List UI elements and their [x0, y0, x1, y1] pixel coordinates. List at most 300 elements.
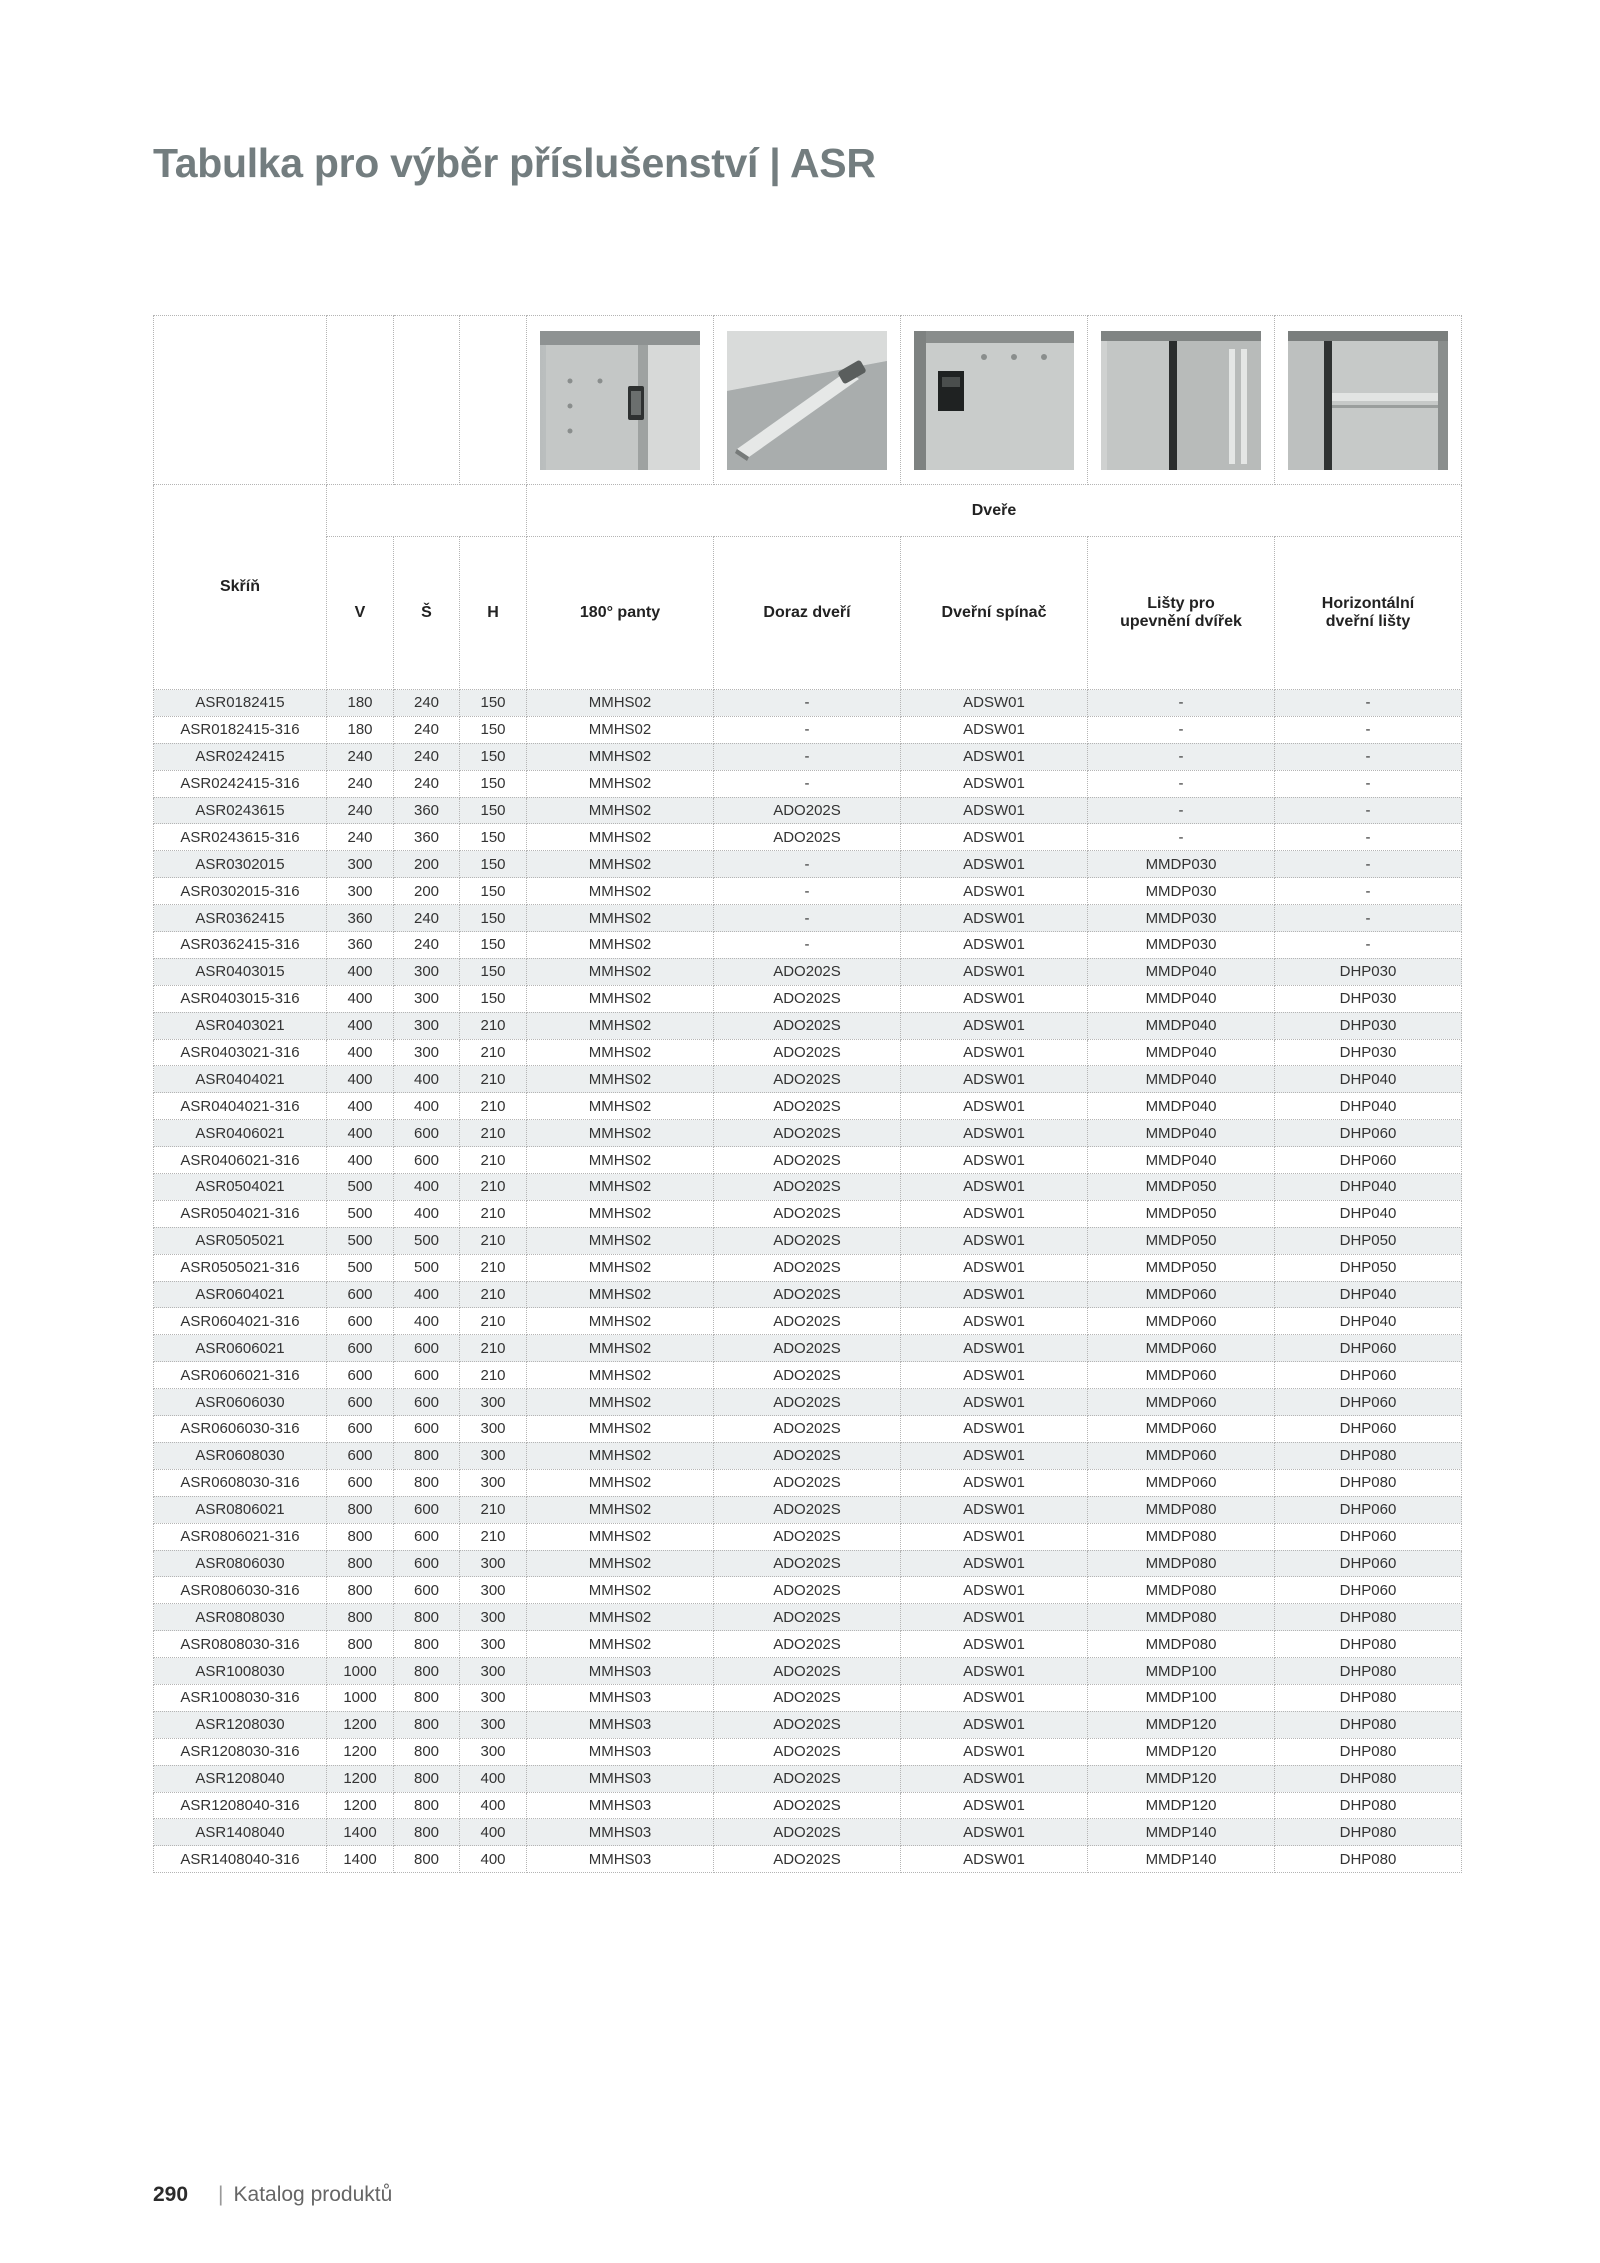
door-rails-code-cell: MMDP050 [1088, 1200, 1275, 1227]
hinges-code-cell: MMHS02 [527, 1577, 714, 1604]
door-rails-code-cell: MMDP040 [1088, 1012, 1275, 1039]
horizontal-rails-header [1275, 537, 1462, 690]
door-rails-header [1088, 537, 1275, 690]
door-switch-code-cell: ADSW01 [901, 1658, 1088, 1685]
width-s-cell: 400 [394, 1200, 460, 1227]
table-row [154, 1765, 1462, 1792]
horizontal-rails-code-cell: DHP060 [1275, 1389, 1462, 1416]
image-cell-door-rails [1088, 316, 1275, 485]
cabinet-code-cell: ASR0242415 [154, 743, 327, 770]
depth-h-cell: 150 [460, 824, 527, 851]
depth-h-cell: 210 [460, 1120, 527, 1147]
height-v-cell: 500 [327, 1227, 394, 1254]
depth-h-cell: 210 [460, 1496, 527, 1523]
height-v-cell: 300 [327, 878, 394, 905]
column-header-row [154, 537, 1462, 690]
width-s-cell: 400 [394, 1174, 460, 1201]
horizontal-rails-code-cell: DHP080 [1275, 1738, 1462, 1765]
height-v-cell: 240 [327, 797, 394, 824]
depth-h-cell: 150 [460, 905, 527, 932]
width-s-cell: 800 [394, 1684, 460, 1711]
door-switch-code-cell: ADSW01 [901, 1765, 1088, 1792]
horizontal-rails-code-cell: DHP030 [1275, 958, 1462, 985]
height-v-cell: 800 [327, 1496, 394, 1523]
door-switch-code-cell: ADSW01 [901, 1174, 1088, 1201]
door-stop-code-cell: ADO202S [714, 1093, 901, 1120]
width-s-cell: 800 [394, 1711, 460, 1738]
hinges-code-cell: MMHS02 [527, 743, 714, 770]
depth-h-cell: 150 [460, 743, 527, 770]
group-header-row [154, 485, 1462, 537]
h-header: H [460, 537, 527, 690]
door-switch-code-cell: ADSW01 [901, 932, 1088, 959]
horizontal-rails-code-cell: DHP060 [1275, 1147, 1462, 1174]
hinges-code-cell: MMHS02 [527, 1604, 714, 1631]
height-v-cell: 500 [327, 1200, 394, 1227]
door-switch-code-cell: ADSW01 [901, 1066, 1088, 1093]
door-stop-code-cell: ADO202S [714, 1819, 901, 1846]
hinges-code-cell: MMHS02 [527, 716, 714, 743]
hinges-code-cell: MMHS02 [527, 1174, 714, 1201]
table-row [154, 1254, 1462, 1281]
depth-h-cell: 400 [460, 1792, 527, 1819]
depth-h-cell: 210 [460, 1174, 527, 1201]
door-stop-code-cell: ADO202S [714, 1765, 901, 1792]
table-row [154, 932, 1462, 959]
height-v-cell: 1400 [327, 1819, 394, 1846]
door-switch-code-cell: ADSW01 [901, 1523, 1088, 1550]
height-v-cell: 1000 [327, 1658, 394, 1685]
height-v-cell: 800 [327, 1550, 394, 1577]
height-v-cell: 600 [327, 1442, 394, 1469]
door-stop-code-cell: ADO202S [714, 1416, 901, 1443]
door-stop-code-cell: - [714, 905, 901, 932]
door-stop-code-cell: ADO202S [714, 1442, 901, 1469]
hinges-code-cell: MMHS02 [527, 770, 714, 797]
door-rails-code-cell: MMDP050 [1088, 1174, 1275, 1201]
cabinet-code-cell: ASR0182415 [154, 690, 327, 717]
width-s-cell: 600 [394, 1577, 460, 1604]
hinges-code-cell: MMHS02 [527, 1147, 714, 1174]
catalog-label: Katalog produktů [233, 2183, 393, 2206]
width-s-cell: 400 [394, 1066, 460, 1093]
door-stop-code-cell: ADO202S [714, 1039, 901, 1066]
door-switch-code-cell: ADSW01 [901, 1416, 1088, 1443]
door-rails-code-cell: MMDP100 [1088, 1658, 1275, 1685]
table-row [154, 1711, 1462, 1738]
hinges-code-cell: MMHS02 [527, 1362, 714, 1389]
width-s-cell: 600 [394, 1550, 460, 1577]
cabinet-code-cell: ASR0806021-316 [154, 1523, 327, 1550]
width-s-cell: 360 [394, 824, 460, 851]
door-rails-code-cell: MMDP030 [1088, 878, 1275, 905]
width-s-cell: 600 [394, 1389, 460, 1416]
horizontal-rails-code-cell: DHP080 [1275, 1711, 1462, 1738]
door-stop-code-cell: ADO202S [714, 1469, 901, 1496]
hinges-code-cell: MMHS02 [527, 1631, 714, 1658]
door-stop-code-cell: ADO202S [714, 1335, 901, 1362]
width-s-cell: 200 [394, 851, 460, 878]
height-v-cell: 400 [327, 985, 394, 1012]
hinges-code-cell: MMHS02 [527, 797, 714, 824]
table-row [154, 1792, 1462, 1819]
height-v-cell: 500 [327, 1174, 394, 1201]
table-row [154, 716, 1462, 743]
hinges-code-cell: MMHS03 [527, 1819, 714, 1846]
table-row [154, 1738, 1462, 1765]
height-v-cell: 180 [327, 690, 394, 717]
door-rails-code-cell: - [1088, 716, 1275, 743]
hinges-code-cell: MMHS02 [527, 690, 714, 717]
depth-h-cell: 150 [460, 958, 527, 985]
width-s-cell: 800 [394, 1792, 460, 1819]
horizontal-rails-photo-icon [1288, 331, 1448, 470]
horizontal-rails-code-cell: DHP050 [1275, 1254, 1462, 1281]
width-s-cell: 300 [394, 985, 460, 1012]
cabinet-code-cell: ASR0302015 [154, 851, 327, 878]
width-s-cell: 600 [394, 1147, 460, 1174]
horizontal-rails-code-cell: DHP060 [1275, 1416, 1462, 1443]
height-v-cell: 300 [327, 851, 394, 878]
v-header: V [327, 537, 394, 690]
table-row [154, 1147, 1462, 1174]
depth-h-cell: 400 [460, 1846, 527, 1873]
table-row [154, 690, 1462, 717]
door-stop-code-cell: ADO202S [714, 1308, 901, 1335]
width-s-cell: 600 [394, 1523, 460, 1550]
cabinet-code-cell: ASR1208030-316 [154, 1738, 327, 1765]
table-row [154, 770, 1462, 797]
cabinet-code-cell: ASR1408040-316 [154, 1846, 327, 1873]
table-row [154, 1416, 1462, 1443]
door-switch-code-cell: ADSW01 [901, 1362, 1088, 1389]
cabinet-code-cell: ASR0808030 [154, 1604, 327, 1631]
table-row [154, 1281, 1462, 1308]
door-rails-code-cell: - [1088, 824, 1275, 851]
table-row [154, 1496, 1462, 1523]
door-switch-code-cell: ADSW01 [901, 1711, 1088, 1738]
width-s-cell: 240 [394, 905, 460, 932]
table-row [154, 905, 1462, 932]
hinges-code-cell: MMHS02 [527, 1308, 714, 1335]
depth-h-cell: 210 [460, 1308, 527, 1335]
hinges-code-cell: MMHS02 [527, 851, 714, 878]
door-switch-code-cell: ADSW01 [901, 743, 1088, 770]
door-stop-code-cell: ADO202S [714, 1389, 901, 1416]
horizontal-rails-code-cell: DHP060 [1275, 1362, 1462, 1389]
hinges-code-cell: MMHS02 [527, 905, 714, 932]
depth-h-cell: 150 [460, 878, 527, 905]
door-rails-code-cell: MMDP080 [1088, 1523, 1275, 1550]
depth-h-cell: 210 [460, 1362, 527, 1389]
hinge-photo-icon [540, 331, 700, 470]
door-rails-code-cell: MMDP060 [1088, 1416, 1275, 1443]
cabinet-code-cell: ASR1208030 [154, 1711, 327, 1738]
depth-h-cell: 210 [460, 1335, 527, 1362]
width-s-cell: 600 [394, 1335, 460, 1362]
hinges-code-cell: MMHS02 [527, 985, 714, 1012]
horizontal-rails-code-cell: DHP080 [1275, 1684, 1462, 1711]
image-cell-hinges [527, 316, 714, 485]
depth-h-cell: 210 [460, 1254, 527, 1281]
door-switch-code-cell: ADSW01 [901, 1254, 1088, 1281]
width-s-cell: 240 [394, 743, 460, 770]
width-s-cell: 600 [394, 1416, 460, 1443]
height-v-cell: 400 [327, 1039, 394, 1066]
width-s-cell: 800 [394, 1738, 460, 1765]
hinges-code-cell: MMHS03 [527, 1792, 714, 1819]
cabinet-code-cell: ASR0608030-316 [154, 1469, 327, 1496]
depth-h-cell: 210 [460, 1523, 527, 1550]
hinges-code-cell: MMHS02 [527, 1496, 714, 1523]
cabinet-code-cell: ASR0182415-316 [154, 716, 327, 743]
height-v-cell: 600 [327, 1389, 394, 1416]
height-v-cell: 800 [327, 1604, 394, 1631]
cabinet-code-cell: ASR0505021-316 [154, 1254, 327, 1281]
image-row [154, 316, 1462, 485]
cabinet-code-cell: ASR0403021 [154, 1012, 327, 1039]
height-v-cell: 360 [327, 932, 394, 959]
cabinet-code-cell: ASR1208040-316 [154, 1792, 327, 1819]
door-stop-code-cell: ADO202S [714, 1738, 901, 1765]
door-stop-code-cell: ADO202S [714, 958, 901, 985]
door-rails-code-cell: MMDP120 [1088, 1765, 1275, 1792]
height-v-cell: 600 [327, 1308, 394, 1335]
horizontal-rails-code-cell: DHP040 [1275, 1066, 1462, 1093]
door-stop-code-cell: - [714, 851, 901, 878]
table-row [154, 1093, 1462, 1120]
door-rails-code-cell: MMDP120 [1088, 1711, 1275, 1738]
hinges-code-cell: MMHS02 [527, 1281, 714, 1308]
height-v-cell: 240 [327, 743, 394, 770]
horizontal-rails-code-cell: DHP080 [1275, 1469, 1462, 1496]
hinges-code-cell: MMHS03 [527, 1684, 714, 1711]
door-rails-code-cell: MMDP040 [1088, 1039, 1275, 1066]
cabinet-code-cell: ASR0243615 [154, 797, 327, 824]
hinges-code-cell: MMHS02 [527, 878, 714, 905]
height-v-cell: 400 [327, 1147, 394, 1174]
width-s-cell: 600 [394, 1120, 460, 1147]
doors-group-header: Dveře [527, 485, 1462, 537]
door-rails-header-line1: Lišty pro [1147, 595, 1215, 612]
horizontal-rails-code-cell: - [1275, 878, 1462, 905]
door-rails-code-cell: MMDP140 [1088, 1846, 1275, 1873]
width-s-cell: 300 [394, 1039, 460, 1066]
door-rails-code-cell: MMDP120 [1088, 1792, 1275, 1819]
height-v-cell: 400 [327, 1120, 394, 1147]
door-switch-code-cell: ADSW01 [901, 690, 1088, 717]
page-title: Tabulka pro výběr příslušenství | ASR [153, 140, 876, 186]
door-stop-code-cell: ADO202S [714, 1281, 901, 1308]
door-stop-code-cell: ADO202S [714, 1684, 901, 1711]
table-row [154, 1308, 1462, 1335]
hinges-code-cell: MMHS02 [527, 1227, 714, 1254]
depth-h-cell: 210 [460, 1093, 527, 1120]
door-switch-header: Dveřní spínač [901, 537, 1088, 690]
depth-h-cell: 210 [460, 1281, 527, 1308]
door-switch-code-cell: ADSW01 [901, 770, 1088, 797]
height-v-cell: 600 [327, 1362, 394, 1389]
door-rails-photo-icon [1101, 331, 1261, 470]
door-switch-code-cell: ADSW01 [901, 1684, 1088, 1711]
height-v-cell: 180 [327, 716, 394, 743]
door-stop-code-cell: - [714, 932, 901, 959]
depth-h-cell: 150 [460, 985, 527, 1012]
door-switch-code-cell: ADSW01 [901, 1120, 1088, 1147]
hinges-code-cell: MMHS02 [527, 1093, 714, 1120]
height-v-cell: 1200 [327, 1792, 394, 1819]
door-stop-code-cell: ADO202S [714, 1200, 901, 1227]
depth-h-cell: 150 [460, 932, 527, 959]
cabinet-code-cell: ASR0406021-316 [154, 1147, 327, 1174]
table-row [154, 1604, 1462, 1631]
door-switch-code-cell: ADSW01 [901, 1846, 1088, 1873]
door-stop-code-cell: - [714, 878, 901, 905]
height-v-cell: 400 [327, 1012, 394, 1039]
table-row [154, 1469, 1462, 1496]
horizontal-rails-code-cell: DHP040 [1275, 1200, 1462, 1227]
width-s-cell: 500 [394, 1227, 460, 1254]
door-stop-code-cell: ADO202S [714, 985, 901, 1012]
depth-h-cell: 300 [460, 1416, 527, 1443]
door-switch-code-cell: ADSW01 [901, 958, 1088, 985]
hinges-code-cell: MMHS02 [527, 1120, 714, 1147]
height-v-cell: 240 [327, 770, 394, 797]
empty-cell [154, 316, 327, 485]
depth-h-cell: 210 [460, 1227, 527, 1254]
table-row [154, 1227, 1462, 1254]
horizontal-rails-code-cell: DHP060 [1275, 1120, 1462, 1147]
horizontal-rails-code-cell: DHP080 [1275, 1442, 1462, 1469]
hinges-code-cell: MMHS02 [527, 1442, 714, 1469]
cabinet-code-cell: ASR0606021 [154, 1335, 327, 1362]
cabinet-code-cell: ASR0808030-316 [154, 1631, 327, 1658]
door-stop-code-cell: ADO202S [714, 1792, 901, 1819]
depth-h-cell: 300 [460, 1577, 527, 1604]
door-stop-code-cell: ADO202S [714, 1711, 901, 1738]
door-rails-code-cell: MMDP140 [1088, 1819, 1275, 1846]
door-rails-code-cell: MMDP040 [1088, 958, 1275, 985]
table-row [154, 1550, 1462, 1577]
door-rails-code-cell: MMDP060 [1088, 1442, 1275, 1469]
door-rails-code-cell: MMDP060 [1088, 1389, 1275, 1416]
width-s-cell: 400 [394, 1308, 460, 1335]
cabinet-code-cell: ASR0403015 [154, 958, 327, 985]
hinges-code-cell: MMHS02 [527, 1200, 714, 1227]
hinges-code-cell: MMHS03 [527, 1765, 714, 1792]
hinges-code-cell: MMHS02 [527, 932, 714, 959]
depth-h-cell: 300 [460, 1711, 527, 1738]
horizontal-rails-code-cell: DHP080 [1275, 1765, 1462, 1792]
depth-h-cell: 150 [460, 851, 527, 878]
width-s-cell: 240 [394, 690, 460, 717]
table-row [154, 1200, 1462, 1227]
hinges-code-cell: MMHS02 [527, 1066, 714, 1093]
hinges-code-cell: MMHS02 [527, 1039, 714, 1066]
table-row [154, 985, 1462, 1012]
door-switch-code-cell: ADSW01 [901, 1093, 1088, 1120]
door-stop-code-cell: ADO202S [714, 1846, 901, 1873]
height-v-cell: 600 [327, 1416, 394, 1443]
cabinet-code-cell: ASR0806030 [154, 1550, 327, 1577]
cabinet-code-cell: ASR0608030 [154, 1442, 327, 1469]
door-switch-code-cell: ADSW01 [901, 797, 1088, 824]
table-row [154, 1684, 1462, 1711]
horizontal-rails-code-cell: DHP040 [1275, 1174, 1462, 1201]
width-s-cell: 400 [394, 1281, 460, 1308]
door-switch-code-cell: ADSW01 [901, 824, 1088, 851]
hinges-code-cell: MMHS02 [527, 1550, 714, 1577]
depth-h-cell: 300 [460, 1442, 527, 1469]
door-switch-code-cell: ADSW01 [901, 1389, 1088, 1416]
horizontal-rails-code-cell: - [1275, 824, 1462, 851]
table-row [154, 1658, 1462, 1685]
height-v-cell: 600 [327, 1281, 394, 1308]
height-v-cell: 600 [327, 1335, 394, 1362]
door-rails-code-cell: MMDP080 [1088, 1496, 1275, 1523]
door-stop-header: Doraz dveří [714, 537, 901, 690]
door-rails-code-cell: MMDP040 [1088, 1147, 1275, 1174]
height-v-cell: 400 [327, 1066, 394, 1093]
height-v-cell: 800 [327, 1631, 394, 1658]
cabinet-code-cell: ASR1408040 [154, 1819, 327, 1846]
door-rails-code-cell: MMDP040 [1088, 1120, 1275, 1147]
table-row [154, 797, 1462, 824]
door-switch-code-cell: ADSW01 [901, 1147, 1088, 1174]
door-rails-code-cell: - [1088, 770, 1275, 797]
table-row [154, 1362, 1462, 1389]
horizontal-rails-code-cell: - [1275, 797, 1462, 824]
door-rails-code-cell: - [1088, 690, 1275, 717]
hinges-code-cell: MMHS03 [527, 1846, 714, 1873]
cabinet-code-cell: ASR0505021 [154, 1227, 327, 1254]
door-switch-code-cell: ADSW01 [901, 1577, 1088, 1604]
empty-cell [394, 316, 460, 485]
horizontal-rails-code-cell: DHP030 [1275, 1039, 1462, 1066]
table-row [154, 1335, 1462, 1362]
table-row [154, 1039, 1462, 1066]
depth-h-cell: 300 [460, 1469, 527, 1496]
table-row [154, 1389, 1462, 1416]
door-stop-code-cell: - [714, 690, 901, 717]
door-switch-code-cell: ADSW01 [901, 1469, 1088, 1496]
door-stop-code-cell: ADO202S [714, 1658, 901, 1685]
width-s-cell: 360 [394, 797, 460, 824]
table-row [154, 1442, 1462, 1469]
hinges-code-cell: MMHS02 [527, 958, 714, 985]
door-switch-code-cell: ADSW01 [901, 1039, 1088, 1066]
door-rails-code-cell: MMDP040 [1088, 1093, 1275, 1120]
cabinet-code-cell: ASR0806030-316 [154, 1577, 327, 1604]
door-rails-code-cell: MMDP080 [1088, 1577, 1275, 1604]
hinges-code-cell: MMHS02 [527, 1254, 714, 1281]
door-stop-code-cell: ADO202S [714, 797, 901, 824]
hinges-code-cell: MMHS02 [527, 1416, 714, 1443]
door-switch-code-cell: ADSW01 [901, 1012, 1088, 1039]
depth-h-cell: 400 [460, 1765, 527, 1792]
cabinet-code-cell: ASR0806021 [154, 1496, 327, 1523]
cabinet-code-cell: ASR1008030 [154, 1658, 327, 1685]
empty-cell [460, 316, 527, 485]
door-switch-code-cell: ADSW01 [901, 1792, 1088, 1819]
horizontal-rails-code-cell: DHP060 [1275, 1577, 1462, 1604]
table-row [154, 1120, 1462, 1147]
cabinet-code-cell: ASR0406021 [154, 1120, 327, 1147]
door-switch-code-cell: ADSW01 [901, 1550, 1088, 1577]
cabinet-code-cell: ASR0504021 [154, 1174, 327, 1201]
door-switch-code-cell: ADSW01 [901, 1604, 1088, 1631]
door-switch-code-cell: ADSW01 [901, 1496, 1088, 1523]
